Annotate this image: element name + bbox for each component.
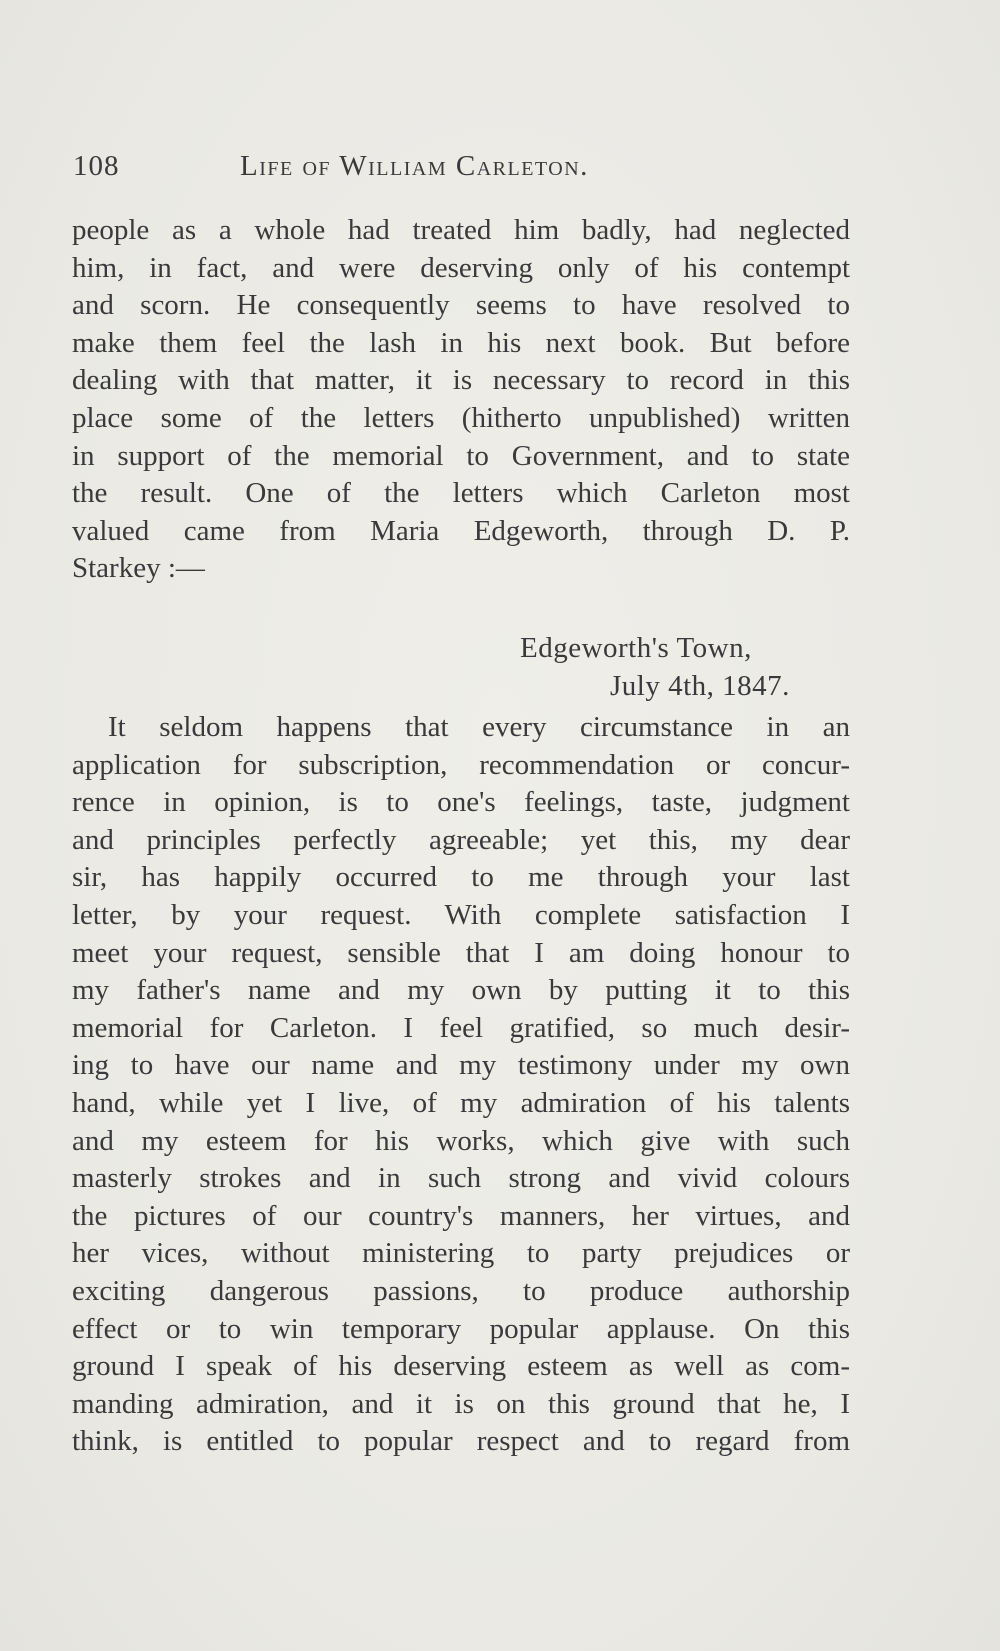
text-line: place some of the letters (hitherto unpublished) written [72, 401, 850, 434]
text-line: the result. One of the letters which Carleton most [72, 477, 850, 510]
text-line: memorial for Carleton. I feel gratified, so much desir- [72, 1011, 850, 1044]
page-header [73, 150, 693, 190]
text-line: the pictures of our country's manners, her virtues, and [72, 1199, 850, 1232]
letter-place: Edgeworth's Town, [520, 632, 752, 664]
text-line: valued came from Maria Edgeworth, through D. P. [72, 514, 850, 547]
text-line: her vices, without ministering to party prejudices or [72, 1237, 850, 1270]
text-line: people as a whole had treated him badly, had neglected [72, 214, 850, 246]
text-line: my father's name and my own by putting it to this [72, 974, 850, 1007]
text-line: think, is entitled to popular respect and to regard from [72, 1425, 850, 1458]
text-line: application for subscription, recommendation or concur- [72, 748, 850, 781]
text-line: effect or to win temporary popular applause. On this [72, 1312, 850, 1345]
body-paragraph [72, 212, 850, 588]
running-title: Life of William Carleton. [240, 150, 589, 182]
letter-body [72, 709, 850, 1461]
text-line: dealing with that matter, it is necessary to record in this [72, 364, 850, 397]
text-line: masterly strokes and in such strong and vivid colours [72, 1162, 850, 1195]
text-line: It seldom happens that every circumstance in an [108, 711, 850, 743]
text-line: make them feel the lash in his next book. But before [72, 326, 850, 359]
text-line: and my esteem for his works, which give with such [72, 1124, 850, 1157]
text-line: exciting dangerous passions, to produce authorship [72, 1274, 850, 1307]
text-line: Starkey :— [72, 552, 205, 585]
text-line: letter, by your request. With complete satisfaction I [72, 898, 850, 931]
text-line: and scorn. He consequently seems to have resolved to [72, 289, 850, 322]
letter-date: July 4th, 1847. [610, 670, 790, 702]
text-line: and principles perfectly agreeable; yet this, my dear [72, 823, 850, 856]
text-line: hand, while yet I live, of my admiration of his talents [72, 1086, 850, 1119]
text-line: ground I speak of his deserving esteem as well as com- [72, 1350, 850, 1383]
text-line: sir, has happily occurred to me through your last [72, 861, 850, 894]
text-line: in support of the memorial to Government, and to state [72, 439, 850, 472]
text-line: ing to have our name and my testimony under my own [72, 1049, 850, 1082]
text-line: him, in fact, and were deserving only of his contempt [72, 251, 850, 284]
text-line: meet your request, sensible that I am doing honour to [72, 936, 850, 969]
text-line: rence in opinion, is to one's feelings, taste, judgment [72, 786, 850, 819]
page-number: 108 [73, 150, 120, 182]
text-line: manding admiration, and it is on this ground that he, I [72, 1387, 850, 1420]
